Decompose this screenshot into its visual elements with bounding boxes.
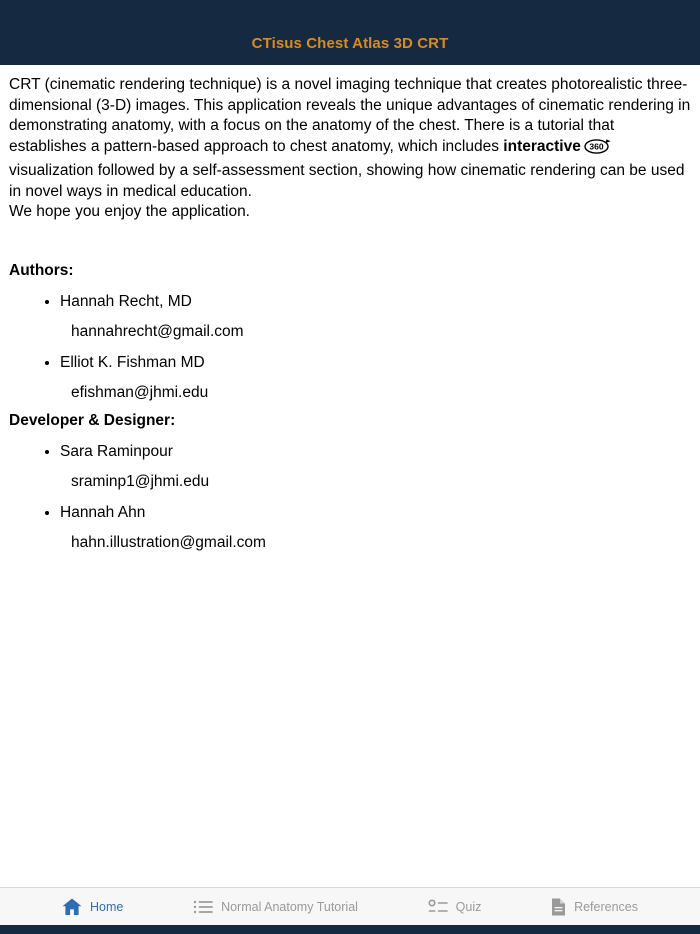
main-content <box>0 65 700 559</box>
360-icon-text: 360 <box>589 141 604 152</box>
page-title: CTisus Chest Atlas 3D CRT <box>251 35 449 52</box>
quiz-icon <box>428 899 448 915</box>
person-name: • Hannah Ahn <box>60 503 146 521</box>
tab-label: Home <box>90 899 124 914</box>
intro-paragraph <box>9 75 691 202</box>
authors-heading: Authors: <box>9 261 74 279</box>
tab-label: Quiz <box>455 899 482 914</box>
intro-bold-word: interactive <box>503 137 581 155</box>
list-icon <box>193 899 213 915</box>
developer-list <box>9 437 691 559</box>
person-name: • Hannah Recht, MD <box>60 292 192 310</box>
authors-list <box>9 287 691 409</box>
tab-normal-anatomy-tutorial[interactable] <box>193 899 358 915</box>
intro-text-after-icon: visualization followed by a self-assessment section, showing how cinematic rendering can be used in novel ways in medical education. <box>9 162 685 200</box>
closing-line: We hope you enjoy the application. <box>9 203 250 220</box>
home-icon <box>62 898 82 916</box>
person-email: hahn.illustration@gmail.com <box>71 534 266 551</box>
bottom-bar <box>0 925 700 934</box>
list-item <box>60 287 691 348</box>
tab-references[interactable] <box>551 898 638 916</box>
tab-label: Normal Anatomy Tutorial <box>221 899 358 914</box>
person-email: sraminp1@jhmi.edu <box>71 473 210 490</box>
list-item <box>60 437 691 498</box>
document-icon <box>551 898 566 916</box>
intro-text: CRT (cinematic rendering technique) is a novel imaging technique that creates photorealistic three-dimensional (3-D) images. This application reveals the unique advantages of cinematic rendering in demonstrating anatomy, with a focus on the anatomy of the chest. There is a tutorial that establishes a pattern-based approach to chest anatomy, which includes <box>9 76 691 155</box>
list-item <box>60 498 691 559</box>
tab-home[interactable] <box>62 898 123 916</box>
360-rotation-icon <box>583 138 611 162</box>
list-item <box>60 348 691 409</box>
person-name: • Sara Raminpour <box>60 442 173 460</box>
header-bar <box>0 0 700 65</box>
person-email: hannahrecht@gmail.com <box>71 323 244 340</box>
tab-bar <box>0 887 700 925</box>
tab-quiz[interactable] <box>428 899 482 915</box>
tab-label: References <box>574 899 638 914</box>
person-name: • Elliot K. Fishman MD <box>60 353 205 371</box>
developer-designer-heading: Developer & Designer: <box>9 411 176 429</box>
person-email: efishman@jhmi.edu <box>71 384 209 401</box>
